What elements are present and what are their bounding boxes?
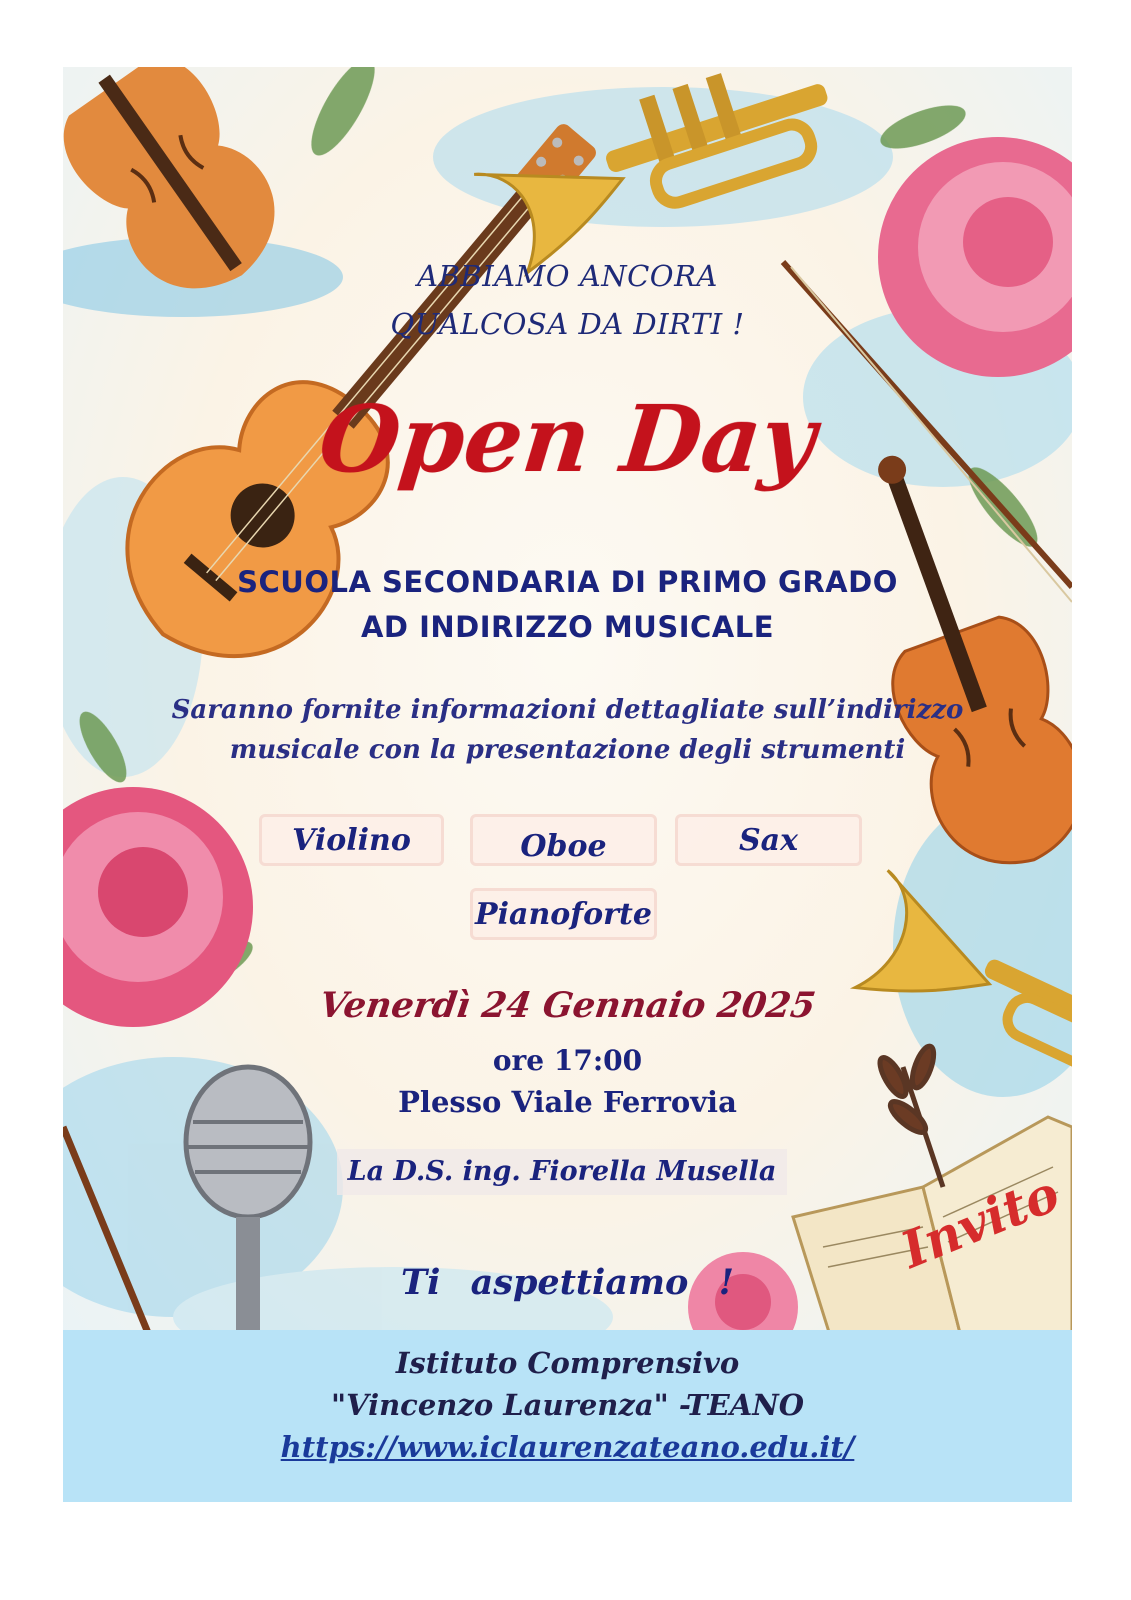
event-date: Venerdì 24 Gennaio 2025 <box>317 985 818 1026</box>
footer-school-name: "Vincenzo Laurenza" -TEANO <box>330 1388 805 1422</box>
event-time: ore 17:00 <box>492 1044 643 1077</box>
instrument-chip-violino: Violino <box>259 814 444 866</box>
instrument-chip-pianoforte: Pianoforte <box>470 888 657 940</box>
invite-label: Invito <box>892 1163 1068 1280</box>
event-title: Open Day <box>314 385 821 493</box>
closing-line: Ti aspettiamo ! <box>401 1262 734 1303</box>
signature: La D.S. ing. Fiorella Musella <box>337 1149 787 1195</box>
info-line-1: Saranno fornite informazioni dettagliate sull’indirizzo <box>171 695 964 725</box>
lead-line-1: ABBIAMO ANCORA <box>417 259 718 293</box>
info-line-2: musicale con la presentazione degli strumenti <box>229 735 906 765</box>
instrument-chip-oboe: Oboe <box>470 814 657 866</box>
school-line-1: SCUOLA SECONDARIA DI PRIMO GRADO <box>237 565 898 599</box>
event-place: Plesso Viale Ferrovia <box>398 1085 737 1119</box>
footer-url-link[interactable]: https://www.iclaurenzateano.edu.it/ <box>280 1430 855 1464</box>
poster <box>63 67 1072 1345</box>
school-line-2: AD INDIRIZZO MUSICALE <box>360 610 775 644</box>
lead-line-2: QUALCOSA DA DIRTI ! <box>390 307 745 341</box>
footer <box>63 1330 1072 1502</box>
footer-institute: Istituto Comprensivo <box>395 1346 740 1380</box>
instrument-chip-sax: Sax <box>675 814 862 866</box>
